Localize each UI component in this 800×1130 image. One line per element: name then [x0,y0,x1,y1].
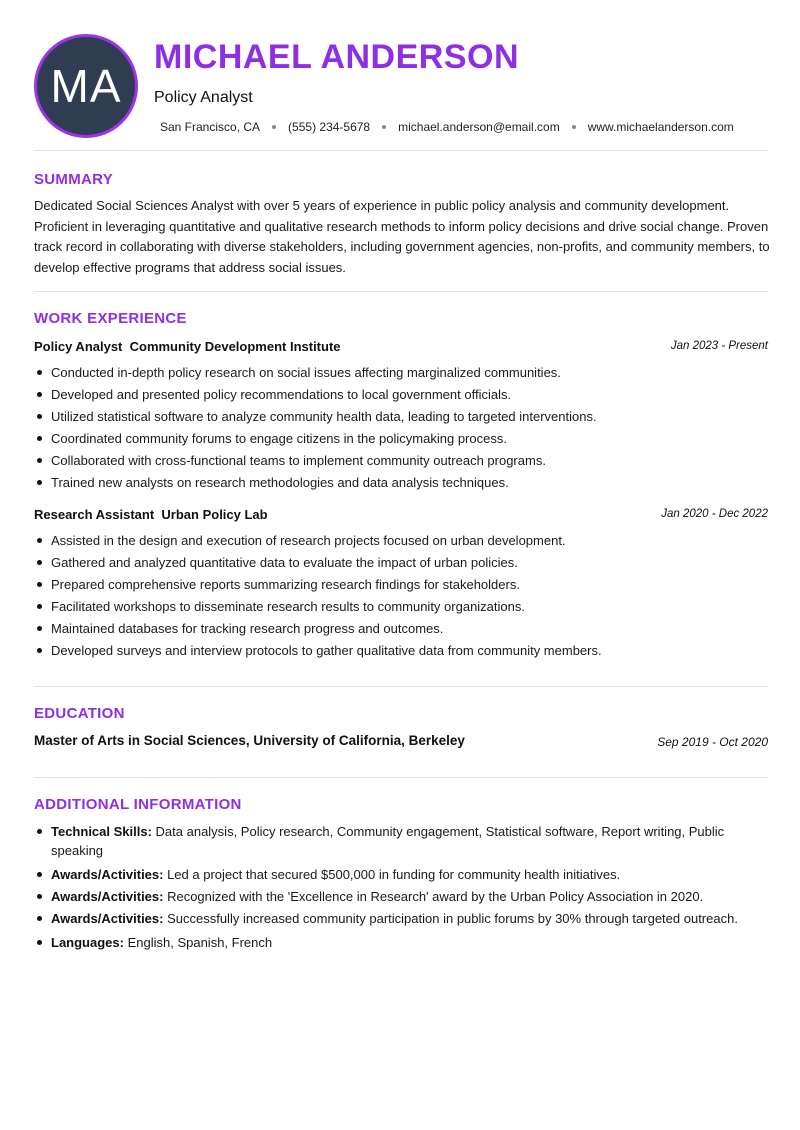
list-item [34,933,774,952]
list-item: Prepared comprehensive reports summarizing research findings for stakeholders. [34,576,774,598]
education-dates: Sep 2019 - Oct 2020 [657,735,768,749]
separator-dot-icon [572,125,576,129]
item-label: Technical Skills: [51,824,152,839]
item-label: Awards/Activities: [51,867,164,882]
job-bullets [34,364,774,496]
item-text: Data analysis, Policy research, Community engagement, Statistical software, Report writing, Public speaking [51,824,725,858]
job-heading [34,339,768,357]
list-item: Assisted in the design and execution of research projects focused on urban development. [34,532,774,554]
resume-header [34,34,768,138]
list-item: Conducted in-depth policy research on social issues affecting marginalized communities. [34,364,774,386]
contact-email[interactable]: michael.anderson@email.com [398,120,560,134]
job-dates: Jan 2023 - Present [670,340,768,352]
item-text: Led a project that secured $500,000 in funding for community health initiatives. [163,867,621,882]
list-item: Coordinated community forums to engage citizens in the policymaking process. [34,430,774,452]
item-text: Successfully increased community participation in public forums by 30% through targeted outreach. [163,911,738,926]
additional-information-heading: ADDITIONAL INFORMATION [34,796,242,813]
additional-list [34,822,774,955]
list-item: Maintained databases for tracking research progress and outcomes. [34,620,774,642]
list-item: Facilitated workshops to disseminate research results to community organizations. [34,598,774,620]
work-experience-heading: WORK EXPERIENCE [34,310,187,327]
list-item [34,865,774,884]
section-divider [34,291,768,292]
summary-heading: SUMMARY [34,171,114,188]
contact-line [160,120,734,134]
job-title: Policy Analyst Community Development Institute [34,339,341,354]
section-divider [34,686,768,687]
contact-location: San Francisco, CA [160,120,261,134]
job-heading [34,507,768,525]
separator-dot-icon [272,125,276,129]
list-item [34,909,774,928]
contact-phone: (555) 234-5678 [288,120,371,134]
item-label: Awards/Activities: [51,889,164,904]
list-item: Collaborated with cross-functional teams to implement community outreach programs. [34,452,774,474]
degree: Master of Arts in Social Sciences, University of California, Berkeley [34,733,465,748]
list-item: Developed surveys and interview protocols to gather qualitative data from community members. [34,642,774,664]
item-label: Languages: [51,935,124,950]
list-item [34,887,774,906]
candidate-name: MICHAEL ANDERSON [154,38,520,76]
list-item: Utilized statistical software to analyze community health data, leading to targeted interventions. [34,408,774,430]
summary-text: Dedicated Social Sciences Analyst with over 5 years of experience in public policy analysis and community development. Proficient in leveraging quantitative and qualitative research methods to inform policy decisions and drive social change. Proven track record in collaborating with diverse stakeholders, including government agencies, non-profits, and community members, to develop effective programs that address social issues. [34,198,770,275]
list-item: Gathered and analyzed quantitative data to evaluate the impact of urban policies. [34,554,774,576]
section-divider [34,777,768,778]
contact-website[interactable]: www.michaelanderson.com [587,120,734,134]
avatar [34,34,138,138]
list-item: Trained new analysts on research methodologies and data analysis techniques. [34,474,774,496]
education-heading: EDUCATION [34,705,125,722]
job-dates: Jan 2020 - Dec 2022 [661,508,768,520]
section-divider [34,150,768,151]
avatar-initials: MA [50,60,122,112]
job-title: Research Assistant Urban Policy Lab [34,507,268,522]
separator-dot-icon [382,125,386,129]
item-label: Awards/Activities: [51,911,164,926]
candidate-role: Policy Analyst [154,89,253,106]
list-item [34,822,774,860]
item-text: Recognized with the 'Excellence in Research' award by the Urban Policy Association in 2020. [163,889,704,904]
item-text: English, Spanish, French [123,935,273,950]
job-bullets [34,532,774,664]
list-item: Developed and presented policy recommendations to local government officials. [34,386,774,408]
education-entry [34,733,768,751]
